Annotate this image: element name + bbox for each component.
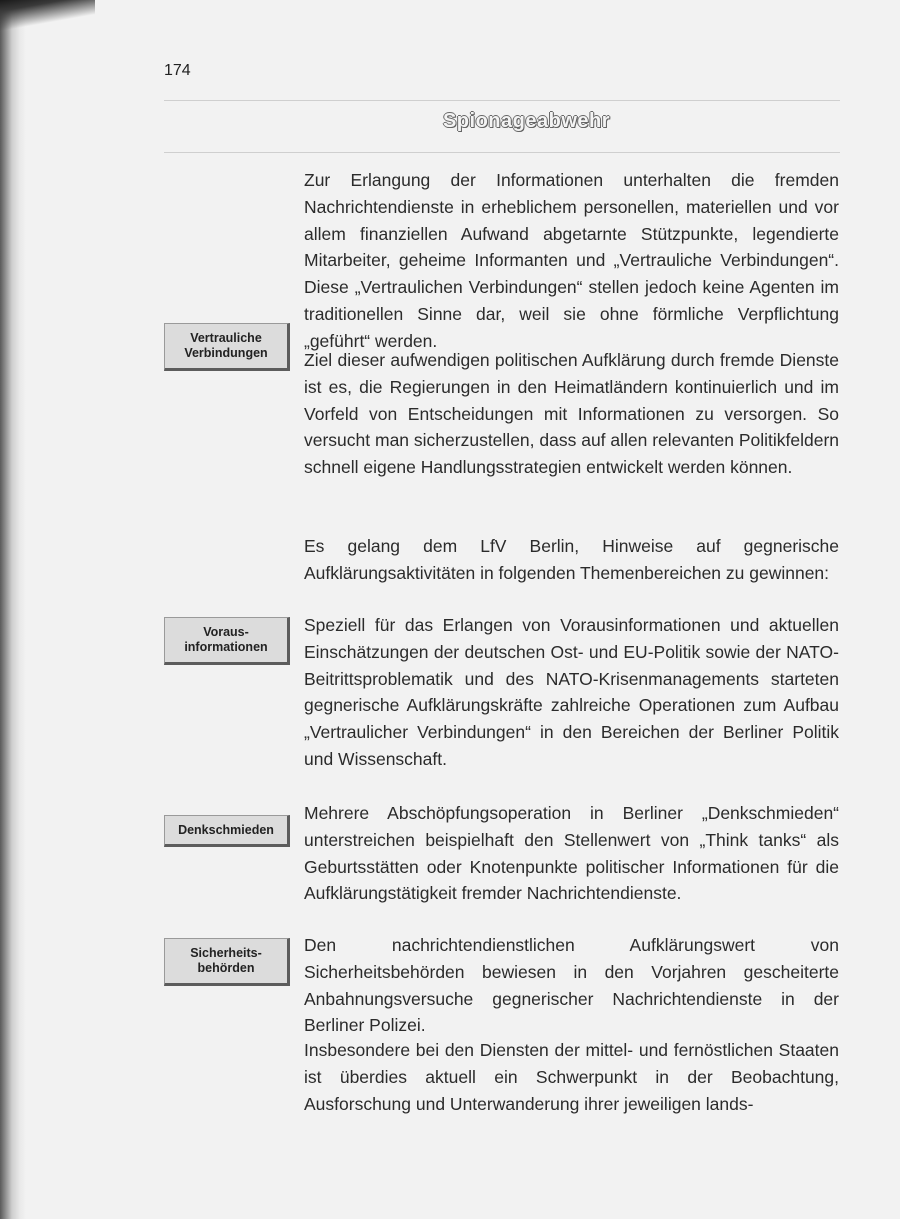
- paragraph-denkschmieden: Mehrere Abschöpfungsoperation in Berliner „Denkschmieden“ unterstreichen beispielhaft den Stellenwert von „Think tanks“ als Geburtsstätten oder Knotenpunkte politischer Informationen für die Aufklärungstätigkeit fremder Nachrichtendienste.: [304, 803, 839, 904]
- paragraph-vertrauliche-verbindungen: Zur Erlangung der Informationen unterhalten die fremden Nachrichtendienste in erheblichem personellen, materiellen und vor allem finanziellen Aufwand abgetarnte Stützpunkte, legendierte Mitarbeiter, geheime Informanten und „Vertrauliche Verbindungen“. Diese „Vertraulichen Verbindungen“ stellen jedoch keine Agenten im traditionellen Sinne dar, weil sie ohne förmliche Verpflichtung „geführt“ werden.: [304, 170, 839, 351]
- margin-note-vorausinformationen: Voraus- informationen: [164, 617, 290, 665]
- paragraph-lfv-hinweise: Es gelang dem LfV Berlin, Hinweise auf gegnerische Aufklärungsaktivitäten in folgenden Themenbereichen zu gewinnen:: [304, 536, 839, 583]
- running-title: Spionageabwehr: [442, 110, 610, 132]
- paragraph-politische-aufklaerung: Ziel dieser aufwendigen politischen Aufklärung durch fremde Dienste ist es, die Regierungen in den Heimatländern kontinuierlich und im Vorfeld von Entscheidungen mit Informationen zu versorgen. So versucht man sicherzustellen, dass auf allen relevanten Politikfeldern schnell eigene Handlungsstrategien entwickelt werden können.: [304, 350, 840, 478]
- paragraph-sicherheitsbehoerden: Den nachrichtendienstlichen Aufklärungswert von Sicherheitsbehörden bewiesen in den Vorjahren gescheiterte Anbahnungsversuche gegnerischer Nachrichtendienste in der Berliner Polizei.: [304, 935, 839, 1036]
- scan-corner-shadow: [0, 0, 95, 40]
- header-rule-top: [164, 100, 840, 101]
- book-binding-shadow: [0, 0, 26, 1219]
- margin-note-denkschmieden: Denkschmieden: [164, 815, 290, 847]
- header-rule-bottom: [164, 152, 840, 153]
- paragraph-fernoestliche-staaten: Insbesondere bei den Diensten der mittel- und fernöstlichen Staaten ist überdies aktuell ein Schwerpunkt in der Beobachtung, Ausforschung und Unterwanderung ihrer jeweiligen lands-: [304, 1040, 839, 1114]
- page-number: 174: [164, 62, 191, 79]
- margin-note-vertrauliche-verbindungen: Vertrauliche Verbindungen: [164, 323, 290, 371]
- paragraph-vorausinformationen: Speziell für das Erlangen von Vorausinformationen und aktuellen Einschätzungen der deutschen Ost- und EU-Politik sowie der NATO-Beitrittsproblematik und des NATO-Krisenmanagements starteten gegnerische Aufklärungskräfte zahlreiche Operationen zum Aufbau „Vertraulicher Verbindungen“ in den Bereichen der Berliner Politik und Wissenschaft.: [304, 615, 839, 769]
- margin-note-sicherheitsbehoerden: Sicherheits- behörden: [164, 938, 290, 986]
